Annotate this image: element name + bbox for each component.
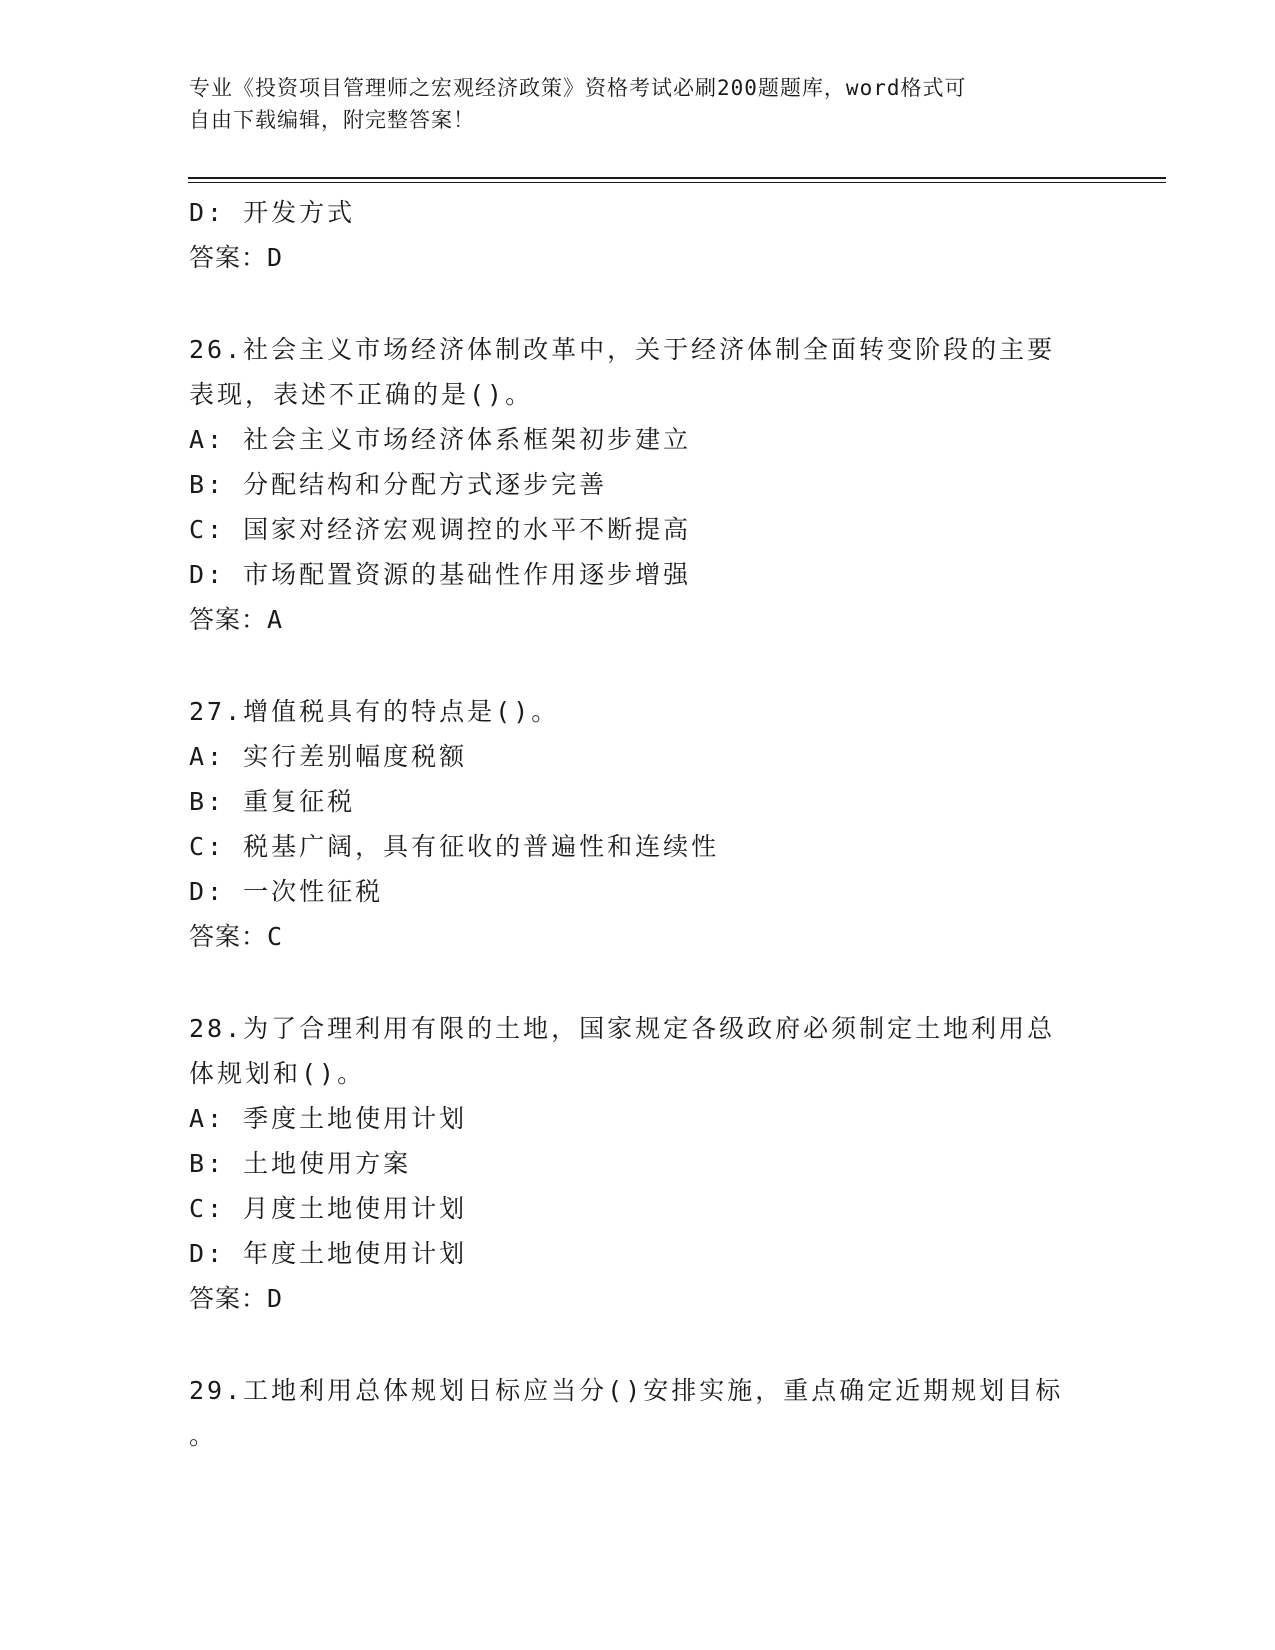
question-28 bbox=[189, 1006, 1089, 1321]
option-d: D: 年度土地使用计划 bbox=[189, 1239, 468, 1268]
question-stem-cont: 表现，表述不正确的是()。 bbox=[189, 380, 534, 409]
question-27 bbox=[189, 689, 1089, 959]
option-c: C: 月度土地使用计划 bbox=[189, 1194, 468, 1223]
page-header bbox=[189, 72, 1069, 136]
option-b: B: 土地使用方案 bbox=[189, 1149, 412, 1178]
option-c: C: 国家对经济宏观调控的水平不断提高 bbox=[189, 515, 692, 544]
question-29 bbox=[189, 1368, 1089, 1458]
option-b: B: 分配结构和分配方式逐步完善 bbox=[189, 470, 608, 499]
header-rule-thin bbox=[188, 182, 1166, 183]
answer: 答案：C bbox=[189, 922, 284, 951]
option-a: A: 实行差别幅度税额 bbox=[189, 742, 468, 771]
document-body bbox=[189, 190, 1089, 1458]
question-stem: 28.为了合理利用有限的土地，国家规定各级政府必须制定土地利用总 bbox=[189, 1014, 1056, 1043]
option-d: D: 一次性征税 bbox=[189, 877, 384, 906]
header-line-1: 专业《投资项目管理师之宏观经济政策》资格考试必刷200题题库，word格式可 bbox=[189, 76, 967, 100]
option-b: B: 重复征税 bbox=[189, 787, 356, 816]
option-a: A: 社会主义市场经济体系框架初步建立 bbox=[189, 425, 692, 454]
question-stem-cont: 体规划和()。 bbox=[189, 1059, 366, 1088]
option-d: D: 市场配置资源的基础性作用逐步增强 bbox=[189, 560, 692, 589]
answer: 答案：D bbox=[189, 1284, 284, 1313]
question-stem: 26.社会主义市场经济体制改革中，关于经济体制全面转变阶段的主要 bbox=[189, 335, 1056, 364]
question-stem: 29.工地利用总体规划日标应当分()安排实施，重点确定近期规划目标 bbox=[189, 1376, 1064, 1405]
option-c: C: 税基广阔，具有征收的普遍性和连续性 bbox=[189, 832, 720, 861]
question-stem-cont: 。 bbox=[189, 1421, 218, 1450]
option-d: D: 开发方式 bbox=[189, 198, 356, 227]
header-rule-thick bbox=[188, 177, 1166, 179]
question-stem: 27.增值税具有的特点是()。 bbox=[189, 697, 560, 726]
header-line-2: 自由下载编辑，附完整答案！ bbox=[189, 108, 475, 132]
question-26 bbox=[189, 327, 1089, 642]
answer: 答案：A bbox=[189, 605, 284, 634]
answer: 答案：D bbox=[189, 243, 284, 272]
option-a: A: 季度土地使用计划 bbox=[189, 1104, 468, 1133]
